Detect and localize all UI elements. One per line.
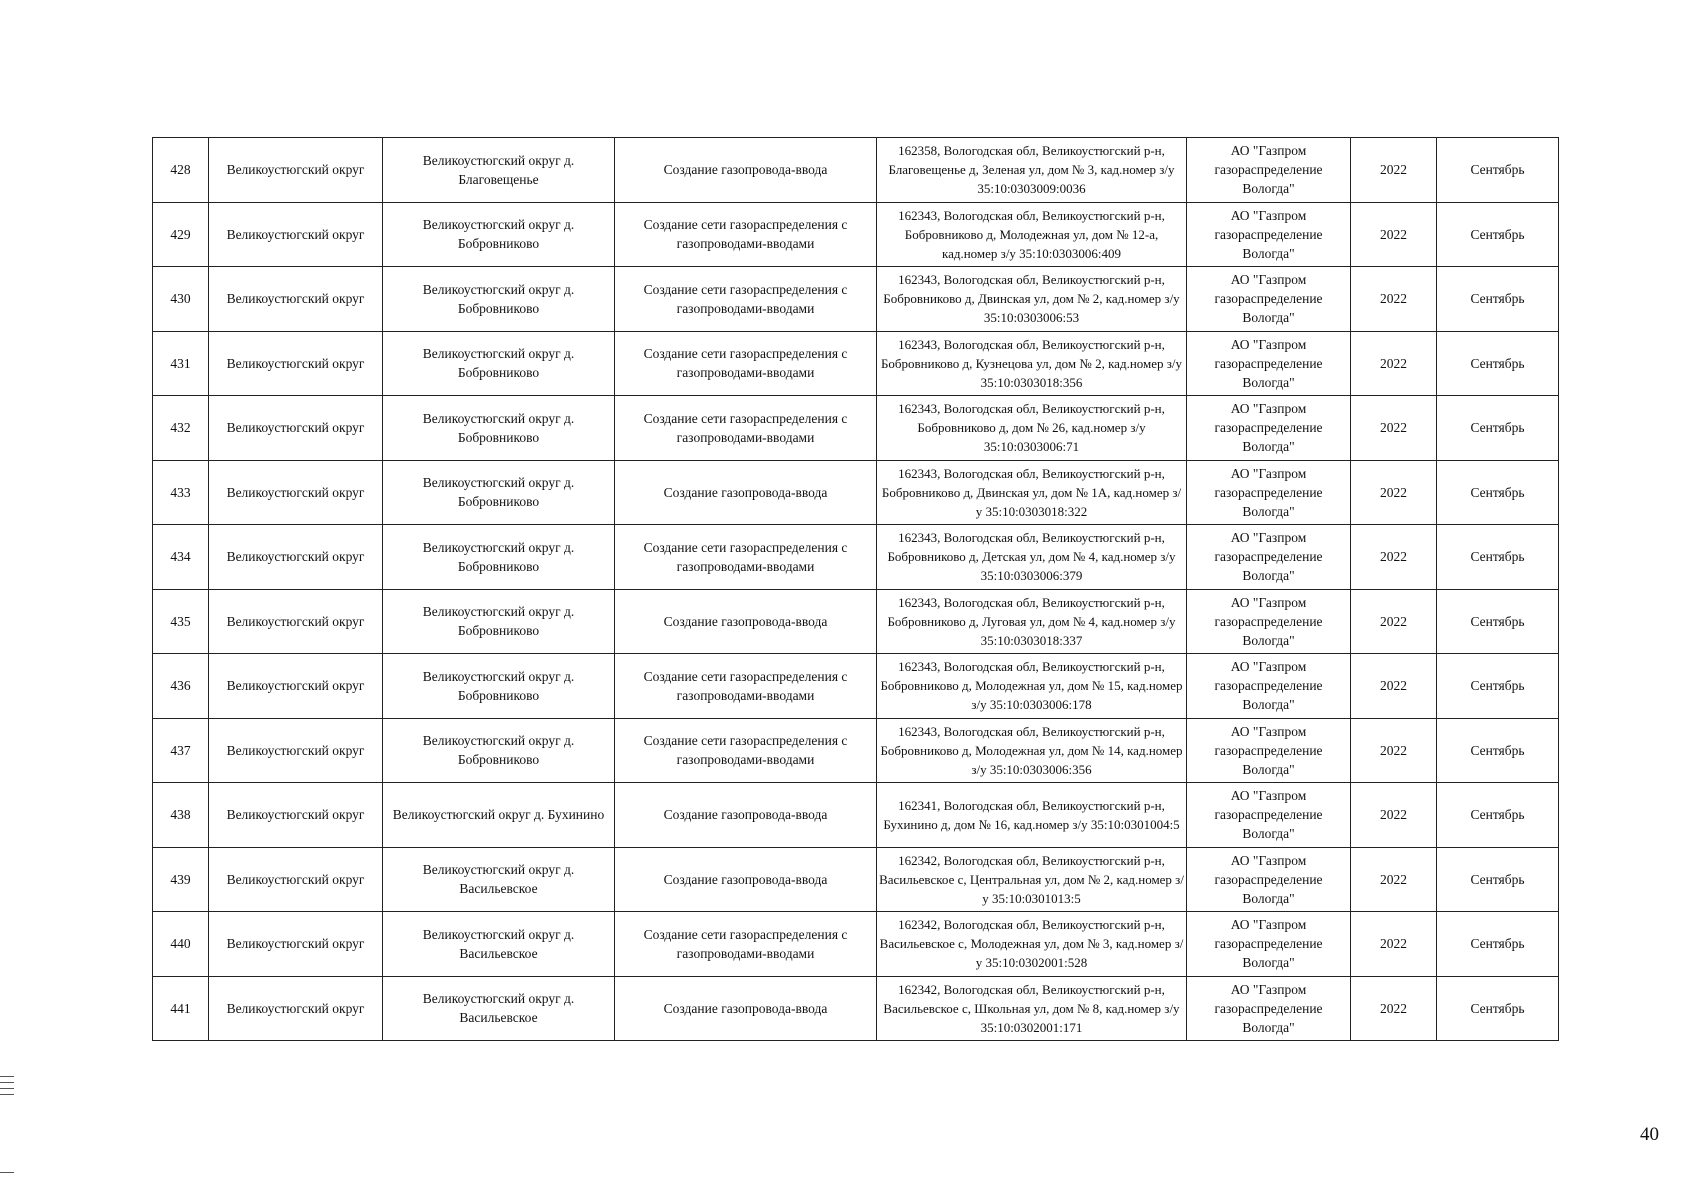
table-row: [153, 525, 1559, 590]
month-cell: Сентябрь: [1437, 976, 1559, 1041]
address-cell: 162341, Вологодская обл, Великоустюгский р-н, Бухинино д, дом № 16, кад.номер з/у 35:10:0301004:5: [877, 783, 1187, 848]
district-cell: Великоустюгский округ: [209, 654, 383, 719]
address-cell: 162343, Вологодская обл, Великоустюгский р-н, Бобровниково д, Двинская ул, дом № 1А, кад.номер з/у 35:10:0303018:322: [877, 460, 1187, 525]
settlement-cell: Великоустюгский округ д. Бобровниково: [383, 331, 615, 396]
settlement-cell: Великоустюгский округ д. Бобровниково: [383, 267, 615, 332]
district-cell: Великоустюгский округ: [209, 783, 383, 848]
address-cell: 162342, Вологодская обл, Великоустюгский р-н, Васильевское с, Молодежная ул, дом № 3, кад.номер з/у 35:10:0302001:528: [877, 912, 1187, 977]
address-cell: 162343, Вологодская обл, Великоустюгский р-н, Бобровниково д, Детская ул, дом № 4, кад.номер з/у 35:10:0303006:379: [877, 525, 1187, 590]
organization-cell: АО "Газпром газораспределение Вологда": [1187, 847, 1351, 912]
district-cell: Великоустюгский округ: [209, 976, 383, 1041]
address-cell: 162342, Вологодская обл, Великоустюгский р-н, Васильевское с, Школьная ул, дом № 8, кад.номер з/у 35:10:0302001:171: [877, 976, 1187, 1041]
work-type-cell: Создание сети газораспределения с газопроводами-вводами: [615, 525, 877, 590]
district-cell: Великоустюгский округ: [209, 460, 383, 525]
row-number-cell: 435: [153, 589, 209, 654]
margin-mark: [0, 1076, 14, 1077]
table-row: [153, 331, 1559, 396]
table-row: [153, 138, 1559, 203]
month-cell: Сентябрь: [1437, 460, 1559, 525]
work-type-cell: Создание сети газораспределения с газопроводами-вводами: [615, 267, 877, 332]
month-cell: Сентябрь: [1437, 783, 1559, 848]
organization-cell: АО "Газпром газораспределение Вологда": [1187, 460, 1351, 525]
month-cell: Сентябрь: [1437, 202, 1559, 267]
district-cell: Великоустюгский округ: [209, 847, 383, 912]
settlement-cell: Великоустюгский округ д. Бобровниково: [383, 525, 615, 590]
address-cell: 162343, Вологодская обл, Великоустюгский р-н, Бобровниково д, Молодежная ул, дом № 15, кад.номер з/у 35:10:0303006:178: [877, 654, 1187, 719]
page-number: 40: [1640, 1124, 1659, 1145]
settlement-cell: Великоустюгский округ д. Васильевское: [383, 912, 615, 977]
row-number-cell: 432: [153, 396, 209, 461]
row-number-cell: 439: [153, 847, 209, 912]
district-cell: Великоустюгский округ: [209, 912, 383, 977]
address-cell: 162358, Вологодская обл, Великоустюгский р-н, Благовещенье д, Зеленая ул, дом № 3, кад.номер з/у 35:10:0303009:0036: [877, 138, 1187, 203]
row-number-cell: 441: [153, 976, 209, 1041]
month-cell: Сентябрь: [1437, 654, 1559, 719]
row-number-cell: 437: [153, 718, 209, 783]
settlement-cell: Великоустюгский округ д. Васильевское: [383, 847, 615, 912]
work-type-cell: Создание сети газораспределения с газопроводами-вводами: [615, 396, 877, 461]
work-type-cell: Создание газопровода-ввода: [615, 138, 877, 203]
settlement-cell: Великоустюгский округ д. Бухинино: [383, 783, 615, 848]
settlement-cell: Великоустюгский округ д. Бобровниково: [383, 718, 615, 783]
work-type-cell: Создание сети газораспределения с газопроводами-вводами: [615, 331, 877, 396]
year-cell: 2022: [1351, 976, 1437, 1041]
year-cell: 2022: [1351, 718, 1437, 783]
organization-cell: АО "Газпром газораспределение Вологда": [1187, 267, 1351, 332]
row-number-cell: 428: [153, 138, 209, 203]
work-type-cell: Создание газопровода-ввода: [615, 847, 877, 912]
margin-mark: [0, 1082, 14, 1083]
work-type-cell: Создание газопровода-ввода: [615, 460, 877, 525]
settlement-cell: Великоустюгский округ д. Бобровниково: [383, 396, 615, 461]
year-cell: 2022: [1351, 589, 1437, 654]
address-cell: 162343, Вологодская обл, Великоустюгский р-н, Бобровниково д, дом № 26, кад.номер з/у 35:10:0303006:71: [877, 396, 1187, 461]
organization-cell: АО "Газпром газораспределение Вологда": [1187, 331, 1351, 396]
row-number-cell: 431: [153, 331, 209, 396]
address-cell: 162343, Вологодская обл, Великоустюгский р-н, Бобровниково д, Молодежная ул, дом № 12-а, кад.номер з/у 35:10:0303006:409: [877, 202, 1187, 267]
year-cell: 2022: [1351, 912, 1437, 977]
organization-cell: АО "Газпром газораспределение Вологда": [1187, 589, 1351, 654]
district-cell: Великоустюгский округ: [209, 718, 383, 783]
month-cell: Сентябрь: [1437, 589, 1559, 654]
year-cell: 2022: [1351, 847, 1437, 912]
district-cell: Великоустюгский округ: [209, 202, 383, 267]
gasification-schedule-table: [152, 137, 1559, 1041]
settlement-cell: Великоустюгский округ д. Благовещенье: [383, 138, 615, 203]
organization-cell: АО "Газпром газораспределение Вологда": [1187, 912, 1351, 977]
row-number-cell: 440: [153, 912, 209, 977]
year-cell: 2022: [1351, 654, 1437, 719]
margin-mark: [0, 1172, 14, 1173]
district-cell: Великоустюгский округ: [209, 138, 383, 203]
organization-cell: АО "Газпром газораспределение Вологда": [1187, 396, 1351, 461]
table-row: [153, 396, 1559, 461]
table-row: [153, 589, 1559, 654]
row-number-cell: 436: [153, 654, 209, 719]
year-cell: 2022: [1351, 267, 1437, 332]
month-cell: Сентябрь: [1437, 912, 1559, 977]
organization-cell: АО "Газпром газораспределение Вологда": [1187, 525, 1351, 590]
row-number-cell: 433: [153, 460, 209, 525]
organization-cell: АО "Газпром газораспределение Вологда": [1187, 976, 1351, 1041]
row-number-cell: 434: [153, 525, 209, 590]
month-cell: Сентябрь: [1437, 847, 1559, 912]
organization-cell: АО "Газпром газораспределение Вологда": [1187, 654, 1351, 719]
year-cell: 2022: [1351, 331, 1437, 396]
table-row: [153, 654, 1559, 719]
month-cell: Сентябрь: [1437, 525, 1559, 590]
row-number-cell: 430: [153, 267, 209, 332]
work-type-cell: Создание сети газораспределения с газопроводами-вводами: [615, 718, 877, 783]
work-type-cell: Создание сети газораспределения с газопроводами-вводами: [615, 912, 877, 977]
row-number-cell: 429: [153, 202, 209, 267]
district-cell: Великоустюгский округ: [209, 589, 383, 654]
settlement-cell: Великоустюгский округ д. Бобровниково: [383, 202, 615, 267]
work-type-cell: Создание газопровода-ввода: [615, 589, 877, 654]
work-type-cell: Создание сети газораспределения с газопроводами-вводами: [615, 202, 877, 267]
address-cell: 162343, Вологодская обл, Великоустюгский р-н, Бобровниково д, Молодежная ул, дом № 14, кад.номер з/у 35:10:0303006:356: [877, 718, 1187, 783]
table-row: [153, 783, 1559, 848]
month-cell: Сентябрь: [1437, 396, 1559, 461]
year-cell: 2022: [1351, 202, 1437, 267]
address-cell: 162343, Вологодская обл, Великоустюгский р-н, Бобровниково д, Двинская ул, дом № 2, кад.номер з/у 35:10:0303006:53: [877, 267, 1187, 332]
margin-mark: [0, 1094, 14, 1095]
address-cell: 162343, Вологодская обл, Великоустюгский р-н, Бобровниково д, Луговая ул, дом № 4, кад.номер з/у 35:10:0303018:337: [877, 589, 1187, 654]
year-cell: 2022: [1351, 783, 1437, 848]
work-type-cell: Создание сети газораспределения с газопроводами-вводами: [615, 654, 877, 719]
district-cell: Великоустюгский округ: [209, 267, 383, 332]
table-row: [153, 202, 1559, 267]
table-row: [153, 912, 1559, 977]
settlement-cell: Великоустюгский округ д. Бобровниково: [383, 589, 615, 654]
row-number-cell: 438: [153, 783, 209, 848]
settlement-cell: Великоустюгский округ д. Бобровниково: [383, 460, 615, 525]
settlement-cell: Великоустюгский округ д. Бобровниково: [383, 654, 615, 719]
organization-cell: АО "Газпром газораспределение Вологда": [1187, 718, 1351, 783]
district-cell: Великоустюгский округ: [209, 396, 383, 461]
organization-cell: АО "Газпром газораспределение Вологда": [1187, 783, 1351, 848]
year-cell: 2022: [1351, 396, 1437, 461]
table-row: [153, 718, 1559, 783]
month-cell: Сентябрь: [1437, 331, 1559, 396]
settlement-cell: Великоустюгский округ д. Васильевское: [383, 976, 615, 1041]
year-cell: 2022: [1351, 525, 1437, 590]
month-cell: Сентябрь: [1437, 138, 1559, 203]
table-row: [153, 976, 1559, 1041]
month-cell: Сентябрь: [1437, 267, 1559, 332]
organization-cell: АО "Газпром газораспределение Вологда": [1187, 138, 1351, 203]
address-cell: 162343, Вологодская обл, Великоустюгский р-н, Бобровниково д, Кузнецова ул, дом № 2, кад.номер з/у 35:10:0303018:356: [877, 331, 1187, 396]
district-cell: Великоустюгский округ: [209, 525, 383, 590]
month-cell: Сентябрь: [1437, 718, 1559, 783]
address-cell: 162342, Вологодская обл, Великоустюгский р-н, Васильевское с, Центральная ул, дом № 2, кад.номер з/у 35:10:0301013:5: [877, 847, 1187, 912]
table-row: [153, 267, 1559, 332]
work-type-cell: Создание газопровода-ввода: [615, 783, 877, 848]
table-row: [153, 460, 1559, 525]
table-row: [153, 847, 1559, 912]
margin-mark: [0, 1088, 14, 1089]
year-cell: 2022: [1351, 138, 1437, 203]
organization-cell: АО "Газпром газораспределение Вологда": [1187, 202, 1351, 267]
work-type-cell: Создание газопровода-ввода: [615, 976, 877, 1041]
district-cell: Великоустюгский округ: [209, 331, 383, 396]
year-cell: 2022: [1351, 460, 1437, 525]
